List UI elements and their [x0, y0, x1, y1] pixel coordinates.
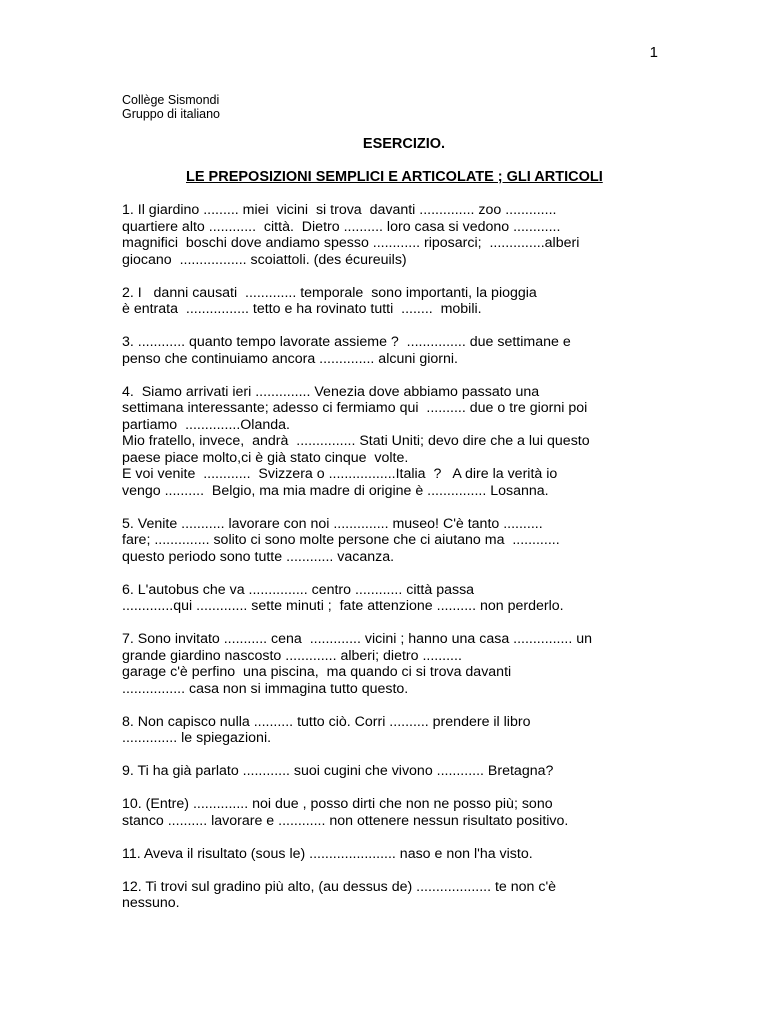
exercise-item: [122, 202, 652, 268]
exercise-line: vengo .......... Belgio, ma mia madre di origine è ............... Losanna.: [122, 482, 549, 499]
exercise-line: è entrata ................ tetto e ha rovinato tutti ........ mobili.: [122, 301, 482, 317]
exercise-line: grande giardino nascosto ............. alberi; dietro ..........: [122, 647, 462, 664]
exercise-line: 4. Siamo arrivati ieri .............. Venezia dove abbiamo passato una: [122, 383, 540, 400]
exercise-line: questo periodo sono tutte ............ vacanza.: [122, 548, 395, 565]
document-header: [122, 93, 220, 121]
exercise-item: [122, 763, 652, 780]
page-number: 1: [649, 44, 658, 61]
group-name: Gruppo di italiano: [122, 107, 220, 121]
exercise-line: giocano ................. scoiattoli. (des écureuils): [122, 251, 407, 268]
exercise-line: magnifici boschi dove andiamo spesso ............ riposarci; ..............alberi: [122, 235, 580, 251]
exercise-line: 11. Aveva il risultato (sous le) ...................... naso e non l'ha visto.: [122, 845, 533, 862]
exercise-item: [122, 285, 652, 318]
exercise-item: [122, 631, 652, 697]
exercise-line: 9. Ti ha già parlato ............ suoi cugini che vivono ............ Bretagna?: [122, 763, 554, 779]
exercise-line: settimana interessante; adesso ci fermiamo qui .......... due o tre giorni poi: [122, 400, 588, 416]
exercise-line: partiamo ..............Olanda.: [122, 416, 290, 433]
exercise-line: garage c'è perfino una piscina, ma quando ci si trova davanti: [122, 664, 512, 680]
exercise-line: Mio fratello, invece, andrà ............... Stati Uniti; devo dire che a lui questo: [122, 433, 590, 449]
exercise-item: [122, 846, 652, 863]
exercise-item: [122, 582, 652, 615]
exercise-item: [122, 796, 652, 829]
exercise-line: stanco .......... lavorare e ............ non ottenere nessun risultato positivo.: [122, 812, 569, 829]
exercise-line: fare; .............. solito ci sono molte persone che ci aiutano ma ............: [122, 532, 560, 548]
exercise-line: 1. Il giardino ......... miei vicini si trova davanti .............. zoo .............: [122, 202, 557, 218]
exercise-line: 8. Non capisco nulla .......... tutto ciò. Corri .......... prendere il libro: [122, 713, 531, 730]
exercise-line: 12. Ti trovi sul gradino più alto, (au dessus de) ................... te non c'è: [122, 878, 557, 895]
exercise-line: .............. le spiegazioni.: [122, 730, 272, 746]
exercise-line: 3. ............ quanto tempo lavorate assieme ? ............... due settimane e: [122, 334, 571, 350]
exercise-list: [122, 202, 652, 928]
exercise-line: 2. I danni causati ............. temporale sono importanti, la pioggia: [122, 284, 537, 301]
exercise-line: penso che continuiamo ancora .............. alcuni giorni.: [122, 350, 458, 367]
exercise-line: quartiere alto ............ città. Dietro .......... loro casa si vedono ............: [122, 218, 561, 235]
exercise-title: ESERCIZIO.: [362, 136, 446, 152]
exercise-item: [122, 714, 652, 747]
school-name: Collège Sismondi: [122, 93, 220, 107]
exercise-line: 5. Venite ........... lavorare con noi .............. museo! C'è tanto ..........: [122, 515, 543, 532]
exercise-line: .............qui ............. sette minuti ; fate attenzione .......... non perderlo.: [122, 598, 564, 614]
exercise-item: [122, 516, 652, 566]
exercise-line: ................ casa non si immagina tutto questo.: [122, 680, 409, 697]
exercise-line: 10. (Entre) .............. noi due , posso dirti che non ne posso più; sono: [122, 796, 553, 812]
exercise-line: paese piace molto,ci è già stato cinque volte.: [122, 449, 409, 466]
exercise-item: [122, 384, 652, 500]
exercise-line: nessuno.: [122, 895, 180, 911]
exercise-subtitle: LE PREPOSIZIONI SEMPLICI E ARTICOLATE ; GLI ARTICOLI: [186, 169, 603, 185]
exercise-item: [122, 879, 652, 912]
exercise-line: E voi venite ............ Svizzera o .................Italia ? A dire la verità io: [122, 466, 558, 482]
exercise-item: [122, 334, 652, 367]
exercise-line: 6. L'autobus che va ............... centro ............ città passa: [122, 581, 475, 598]
exercise-line: 7. Sono invitato ........... cena ............. vicini ; hanno una casa ............... un: [122, 631, 593, 647]
